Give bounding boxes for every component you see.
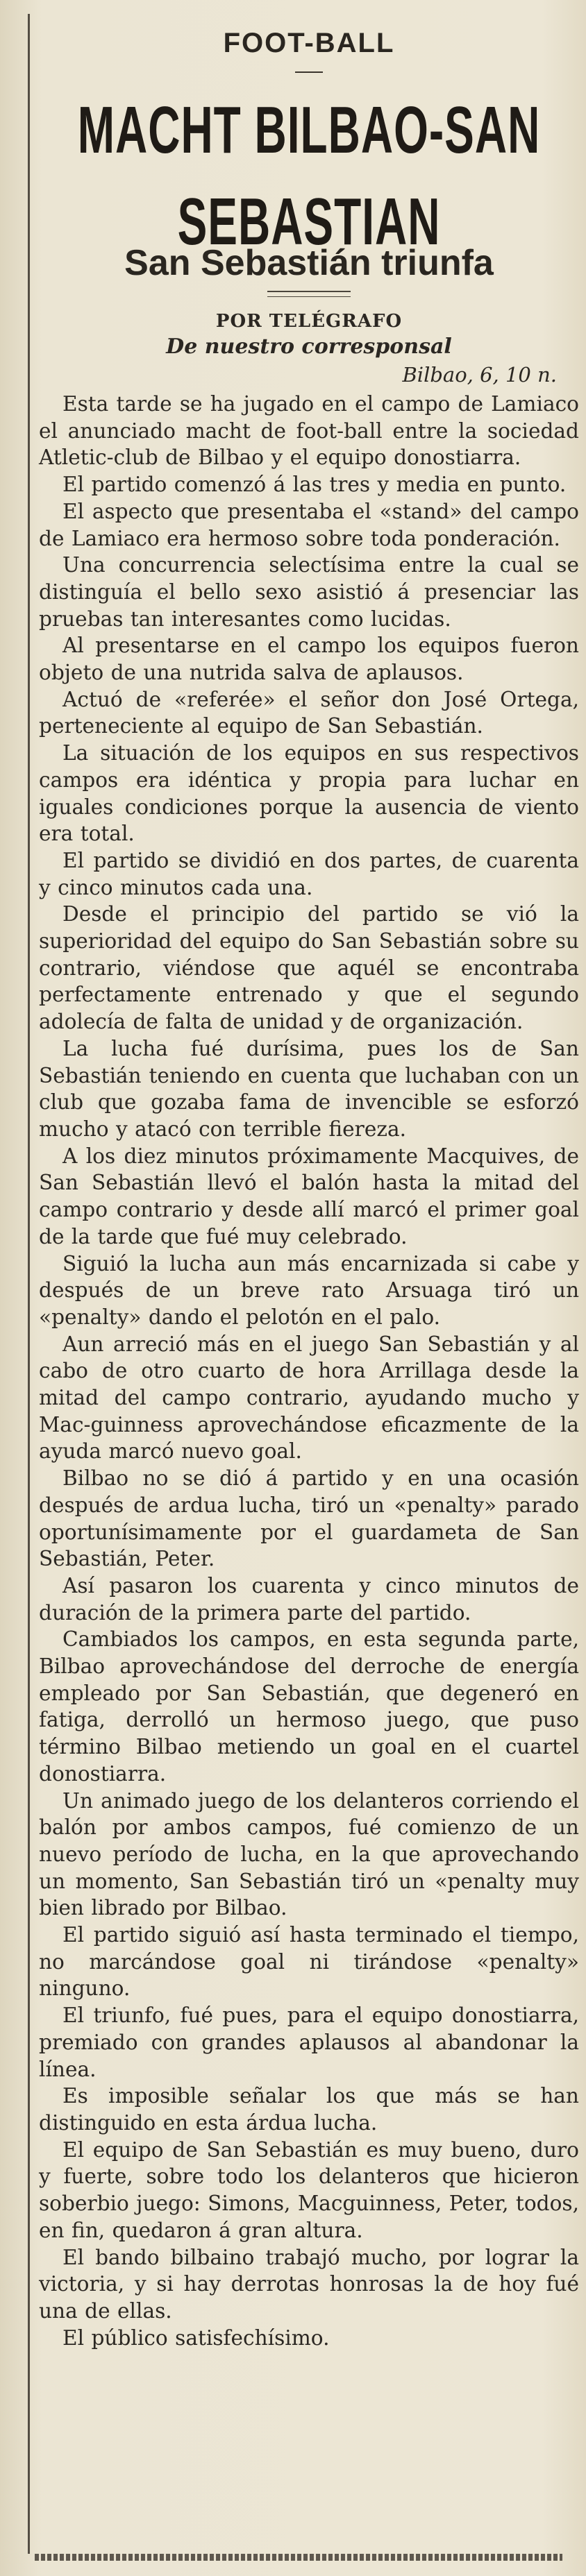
short-divider [295,71,323,73]
paragraph: Siguió la lucha aun más encarnizada si cabe y después de un breve rato Arsuaga tiró un «penalty» dando el pelotón en el palo. [39,1251,579,1329]
paragraph: El público satisfechísimo. [62,2325,330,2350]
paragraph: Actuó de «referée» el señor don José Ortega, perteneciente al equipo de San Sebastián. [39,687,579,738]
article-body [39,391,579,2351]
paragraph: Esta tarde se ha jugado en el campo de Lamiaco el anunciado macht de foot-ball entre la sociedad Atletic-club de Bilbao y el equipo donostiarra. [39,392,579,470]
paragraph: Cambiados los campos, en esta segunda parte, Bilbao aprovechándose del derroche de energía empleado por San Sebastián, que degeneró en fatiga, derrolló un hermoso juego, que puso término Bilbao metiendo un goal en el cuartel donostiarra. [39,1627,579,1786]
paragraph: El partido siguió así hasta terminado el tiempo, no marcándose goal ni tirándose «penalty» ninguno. [39,1923,579,2001]
paragraph: El aspecto que presentaba el «stand» del campo de Lamiaco era hermoso sobre toda ponderación. [39,499,579,550]
ornament-divider [267,291,351,297]
paragraph: A los diez minutos próximamente Macquives, de San Sebastián llevó el balón hasta la mitad del campo contrario y desde allí marcó el primer goal de la tarde que fué muy celebrado. [39,1144,579,1248]
paragraph: Así pasaron los cuarenta y cinco minutos de duración de la primera parte del partido. [39,1573,579,1625]
paragraph: Desde el principio del partido se vió la superioridad del equipo do San Sebastián sobre su contrario, viéndose que aquél se encontraba perfectamente entrenado y que el segundo adolecía de falta de unidad y de organización. [39,902,579,1034]
paragraph: Bilbao no se dió á partido y en una ocasión después de ardua lucha, tiró un «penalty» parado oportunísimamente por el guardameta de San Sebastián, Peter. [39,1466,579,1571]
paragraph: Al presentarse en el campo los equipos fueron objeto de una nutrida salva de aplausos. [39,634,579,685]
paragraph: La lucha fué durísima, pues los de San Sebastián teniendo en cuenta que luchaban con un club que gozaba fama de invencible se esforzó mucho y atacó con terrible fiereza. [39,1036,579,1141]
paragraph: Es imposible señalar los que más se han distinguido en esta árdua lucha. [39,2084,579,2135]
paragraph: Un animado juego de los delanteros corriendo el balón por ambos campos, fué comienzo de un nuevo período de lucha, en la que aprovechando un momento, San Sebastián tiró un «penalty muy bien librado por Bilbao. [39,1788,579,1920]
paragraph: El triunfo, fué pues, para el equipo donostiarra, premiado con grandes aplausos al abandonar la línea. [39,2003,579,2081]
bottom-divider [35,2554,562,2561]
subheadline: San Sebastián triunfa [124,243,494,283]
correspondent-line: De nuestro corresponsal [166,334,452,359]
paragraph: El bando bilbaino trabajó mucho, por lograr la victoria, y si hay derrotas honrosas la de hoy fué una de ellas. [39,2245,579,2323]
paragraph: Aun arreció más en el juego San Sebastián y al cabo de otro cuarto de hora Arrillaga desde la mitad del campo contrario, ayudando mucho y Mac-guinness aprovechándose eficazmente de la ayuda marcó nuevo goal. [39,1332,579,1464]
paragraph: Una concurrencia selectísima entre la cual se distinguía el bello sexo asistió á presenciar las pruebas tan interesantes como lucidas. [39,553,579,631]
byline: POR TELÉGRAFO [215,311,403,332]
section-heading: FOOT-BALL [223,28,395,58]
paragraph: El partido se dividió en dos partes, de cuarenta y cinco minutos cada una. [39,848,579,899]
paragraph: El equipo de San Sebastián es muy bueno, duro y fuerte, sobre todo los delanteros que hicieron soberbio juego: Simons, Macguinness, Peter, todos, en fin, quedaron á gran altura. [39,2137,579,2242]
article-column [39,0,579,2351]
paragraph: La situación de los equipos en sus respectivos campos era idéntica y propia para luchar en iguales condiciones porque la ausencia de viento era total. [39,741,579,846]
column-divider [28,14,30,2554]
headline: MACHT BILBAO-SAN SEBASTIAN [77,92,541,259]
paragraph: El partido comenzó á las tres y media en punto. [62,473,567,497]
dateline: Bilbao, 6, 10 n. [402,363,557,387]
